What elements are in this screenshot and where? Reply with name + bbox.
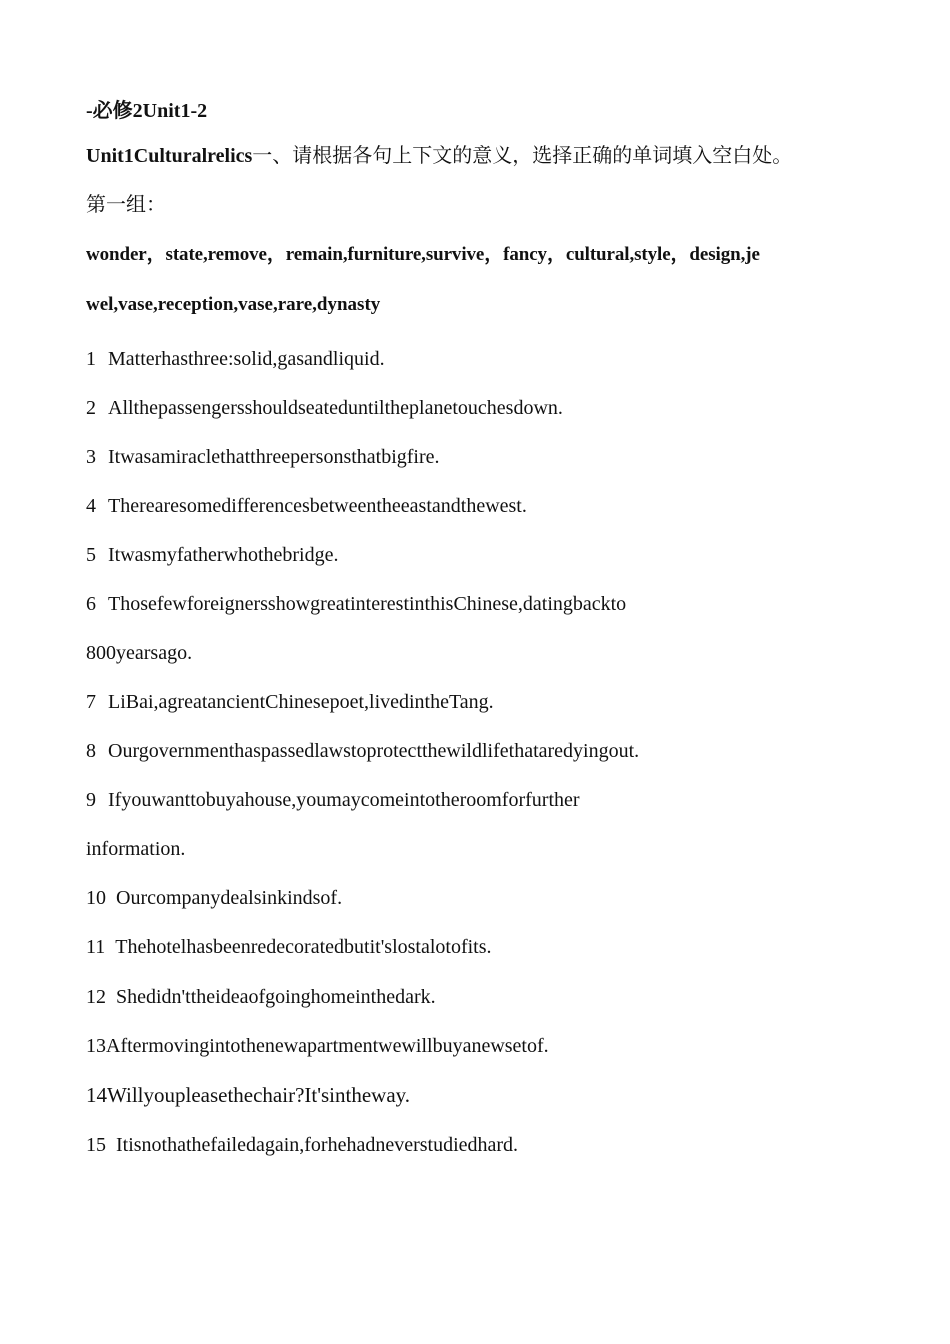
question-text: ThosefewforeignersshowgreatinterestinthisChinese,datingbackto xyxy=(108,593,627,615)
question-number: 15 xyxy=(86,1134,106,1156)
question-number: 3 xyxy=(86,446,96,468)
question-text: Itwasmyfatherwhothebridge. xyxy=(108,544,339,566)
question-1 xyxy=(86,347,385,371)
question-text: Willyoupleasethechair?It'sintheway. xyxy=(107,1083,411,1107)
group-label: 第一组： xyxy=(86,194,166,216)
question-number: 4 xyxy=(86,495,96,517)
question-number: 10 xyxy=(86,887,106,909)
word-bank-line-2: wel,vase,reception,vase,rare,dynasty xyxy=(86,294,381,315)
question-number: 2 xyxy=(86,397,96,419)
question-text: LiBai,agreatancientChinesepoet,livedintheTang. xyxy=(108,691,494,713)
question-text: Thehotelhasbeenredecoratedbutit'slostalotofits. xyxy=(115,936,492,958)
question-4 xyxy=(86,494,527,518)
question-text: Ourgovernmenthaspassedlawstoprotectthewildlifethataredyingout. xyxy=(108,740,640,762)
doc-title: -必修2Unit1-2 xyxy=(86,100,208,122)
question-text: Shedidn'ttheideaofgoinghomeinthedark. xyxy=(116,986,436,1008)
question-text: Therearesomedifferencesbetweentheeastandthewest. xyxy=(108,495,527,517)
question-number: 14 xyxy=(86,1083,107,1107)
question-2 xyxy=(86,396,563,420)
question-15 xyxy=(86,1133,518,1157)
question-number: 12 xyxy=(86,986,106,1008)
unit-label: Unit1Culturalrelics xyxy=(86,145,253,167)
question-text: Allthepassengersshouldseateduntiltheplanetouchesdown. xyxy=(108,397,563,419)
question-9-continuation: information. xyxy=(86,838,186,860)
question-number: 6 xyxy=(86,593,96,615)
question-13 xyxy=(86,1034,549,1058)
question-text: Itisnothathefailedagain,forhehadneverstudiedhard. xyxy=(116,1134,519,1156)
question-number: 11 xyxy=(86,936,106,958)
question-number: 5 xyxy=(86,544,96,566)
question-number: 13 xyxy=(86,1035,106,1057)
question-number: 9 xyxy=(86,789,96,811)
question-text: Matterhasthree:solid,gasandliquid. xyxy=(108,348,385,370)
unit-heading xyxy=(86,144,792,168)
question-text: Aftermovingintothenewapartmentwewillbuyanewsetof. xyxy=(106,1035,549,1057)
question-8 xyxy=(86,739,639,763)
word-bank-line-1: wonder，state,remove，remain,furniture,survive，fancy，cultural,style，design,je xyxy=(86,244,760,265)
question-7 xyxy=(86,690,494,714)
question-text: Ifyouwanttobuyahouse,youmaycomeintotheroomforfurther xyxy=(108,789,580,811)
question-11 xyxy=(86,935,492,959)
question-text: Ourcompanydealsinkindsof. xyxy=(116,887,343,909)
question-number: 8 xyxy=(86,740,96,762)
question-12 xyxy=(86,985,436,1009)
question-9 xyxy=(86,788,580,812)
question-6 xyxy=(86,592,626,616)
instruction-text: 一、请根据各句上下文的意义，选择正确的单词填入空白处。 xyxy=(252,145,793,167)
question-number: 1 xyxy=(86,348,96,370)
question-6-continuation: 800yearsago. xyxy=(86,642,193,664)
question-10 xyxy=(86,886,342,910)
question-text: Itwasamiraclethatthreepersonsthatbigfire. xyxy=(108,446,440,468)
question-14 xyxy=(86,1083,410,1107)
question-3 xyxy=(86,445,440,469)
question-5 xyxy=(86,543,338,567)
question-number: 7 xyxy=(86,691,96,713)
